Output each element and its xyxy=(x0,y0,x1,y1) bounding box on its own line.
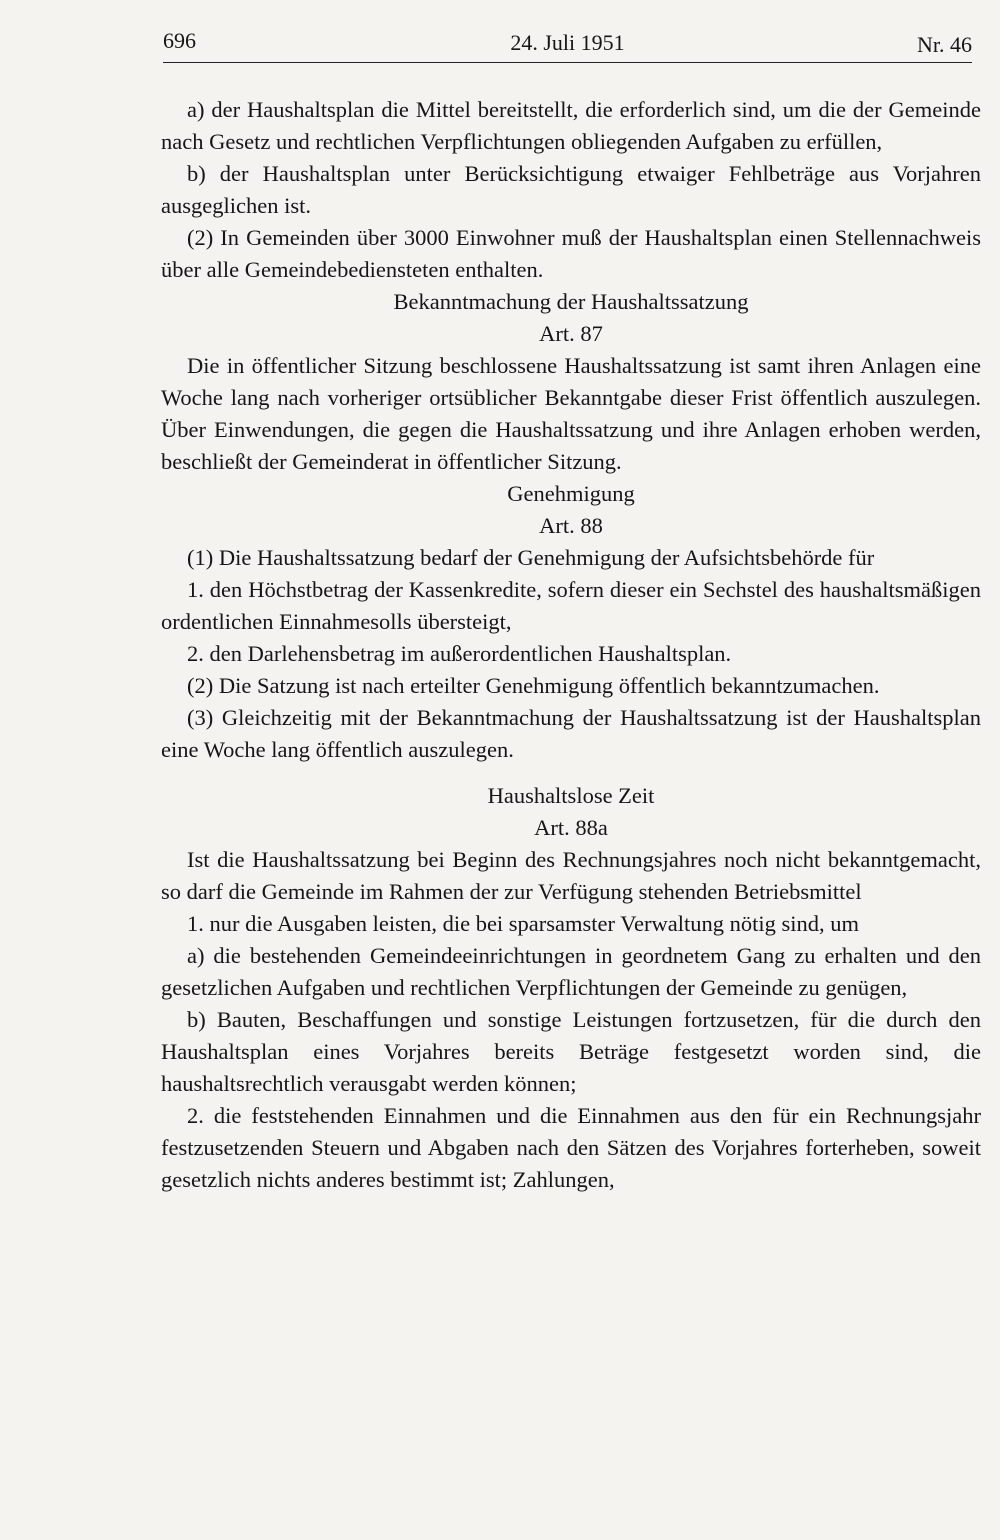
paragraph: 2. die feststehenden Einnahmen und die Einnahmen aus den für ein Rechnungsjahr festzusetzenden Steuern und Abgaben nach den Sätzen des Vorjahres forterheben, soweit gesetzlich nichts anderes bestimmt ist; Zahlungen, xyxy=(161,1103,981,1192)
paragraph: (2) In Gemeinden über 3000 Einwohner muß der Haushaltsplan einen Stellennachweis über alle Gemeindebediensteten enthalten. xyxy=(161,225,981,282)
paragraph: (1) Die Haushaltssatzung bedarf der Genehmigung der Aufsichtsbehörde für xyxy=(187,545,875,570)
paragraph: 2. den Darlehensbetrag im außerordentlichen Haushaltsplan. xyxy=(187,641,732,666)
issue-number: Nr. 46 xyxy=(917,32,972,57)
paragraph: b) Bauten, Beschaffungen und sonstige Leistungen fortzusetzen, für die durch den Haushaltsplan eines Vorjahres bereits Beträge festgesetzt worden sind, die haushaltsrechtlich verausgabt werden können; xyxy=(161,1007,981,1096)
page-body xyxy=(161,94,981,1196)
issue-date: 24. Juli 1951 xyxy=(510,30,625,55)
section-heading: Haushaltslose Zeit xyxy=(487,783,655,808)
section-heading: Genehmigung xyxy=(507,481,635,506)
spacer xyxy=(161,766,981,780)
page-number: 696 xyxy=(163,28,196,53)
paragraph: Ist die Haushaltssatzung bei Beginn des Rechnungsjahres noch nicht bekanntgemacht, so darf die Gemeinde im Rahmen der zur Verfügung stehenden Betriebsmittel xyxy=(161,847,981,904)
paragraph: a) der Haushaltsplan die Mittel bereitstellt, die erforderlich sind, um die der Gemeinde nach Gesetz und rechtlichen Verpflichtungen obliegenden Aufgaben zu erfüllen, xyxy=(161,97,981,154)
paragraph: (3) Gleichzeitig mit der Bekanntmachung der Haushaltssatzung ist der Haushaltsplan eine Woche lang öffentlich auszulegen. xyxy=(161,705,981,762)
paragraph: 1. nur die Ausgaben leisten, die bei sparsamster Verwaltung nötig sind, um xyxy=(187,911,859,936)
paragraph: (2) Die Satzung ist nach erteilter Genehmigung öffentlich bekanntzumachen. xyxy=(187,673,880,698)
paragraph: b) der Haushaltsplan unter Berücksichtigung etwaiger Fehlbeträge aus Vorjahren ausgeglichen ist. xyxy=(161,161,981,218)
page-header xyxy=(163,22,972,63)
paragraph: Die in öffentlicher Sitzung beschlossene Haushaltssatzung ist samt ihren Anlagen eine Woche lang nach vorheriger ortsüblicher Bekanntgabe dieser Frist öffentlich auszulegen. Über Einwendungen, die gegen die Haushaltssatzung und ihre Anlagen erhoben werden, beschließt der Gemeinderat in öffentlicher Sitzung. xyxy=(161,353,981,474)
article-number: Art. 88 xyxy=(539,513,603,538)
paragraph: 1. den Höchstbetrag der Kassenkredite, sofern dieser ein Sechstel des haushaltsmäßigen ordentlichen Einnahmesolls übersteigt, xyxy=(161,577,981,634)
section-heading: Bekanntmachung der Haushaltssatzung xyxy=(393,289,749,314)
paragraph: a) die bestehenden Gemeindeeinrichtungen in geordnetem Gang zu erhalten und den gesetzlichen Aufgaben und rechtlichen Verpflichtungen der Gemeinde zu genügen, xyxy=(161,943,981,1000)
article-number: Art. 88a xyxy=(534,815,608,840)
article-number: Art. 87 xyxy=(539,321,603,346)
